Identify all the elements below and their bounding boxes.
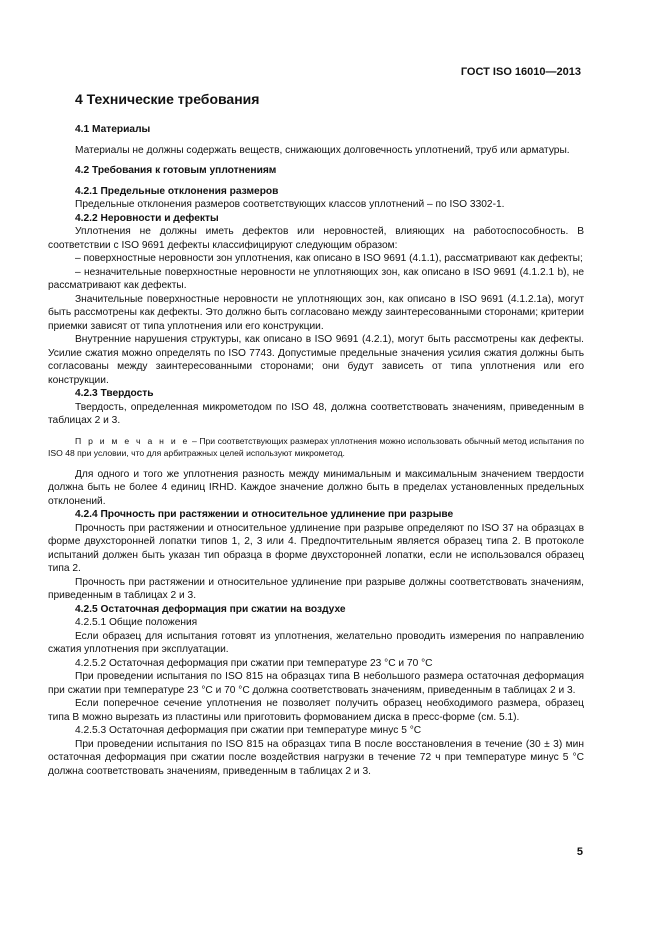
para-4-2-1: Предельные отклонения размеров соответствующих классов уплотнений – по ISO 3302-1. bbox=[75, 199, 505, 210]
para-4-2-2-1: Уплотнения не должны иметь дефектов или неровностей, влияющих на работоспособность. В соответствии с ISO 9691 дефекты классифицируют следующим образом: bbox=[48, 226, 584, 251]
note-text: – При соответствующих размерах уплотнения можно использовать обычный метод испытания по ISO 48 при условии, что для арбитражных целей используют микрометод. bbox=[48, 435, 584, 458]
heading-4-2-5-2: 4.2.5.2 Остаточная деформация при сжатии при температуре 23 °C и 70 °C bbox=[75, 657, 433, 669]
para-4-1: Материалы не должны содержать веществ, снижающих долговечность уплотнений, труб или арматуры. bbox=[75, 144, 570, 156]
heading-4-2-1: 4.2.1 Предельные отклонения размеров bbox=[75, 185, 279, 197]
page-number: 5 bbox=[576, 846, 583, 858]
para-4-2-2-3: – незначительные поверхностные неровности не уплотняющих зон, как описано в ISO 9691 (4.1.2.1 b), не рассматривают как дефекты. bbox=[48, 266, 584, 291]
para-4-2-3-2: Для одного и того же уплотнения разность между минимальным и максимальным значением твердости должна быть не более 4 единиц IRHD. Каждое значение должно быть в пределах установленных предельных отклонений. bbox=[48, 468, 584, 507]
heading-4-2-4: 4.2.4 Прочность при растяжении и относительное удлинение при разрыве bbox=[75, 509, 454, 520]
para-4-2-4-2: Прочность при растяжении и относительное удлинение при разрыве должны соответствовать значениям, приведенным в таблицах 2 и 3. bbox=[48, 576, 584, 601]
doc-code-header: ГОСТ ISO 16010—2013 bbox=[460, 66, 581, 78]
heading-4-2-5: 4.2.5 Остаточная деформация при сжатии на воздухе bbox=[75, 603, 346, 615]
note bbox=[48, 435, 584, 460]
para-4-2-5-2-b: Если поперечное сечение уплотнения не позволяет получить образец необходимого размера, образец типа В можно вырезать из пластины или приготовить формованием диска в пресс-форме (см. 5.1). bbox=[48, 698, 584, 723]
para-4-2-2-2: – поверхностные неровности зон уплотнения, как описано в ISO 9691 (4.1.1), рассматривают как дефекты; bbox=[75, 253, 583, 264]
heading-4-2-5-1: 4.2.5.1 Общие положения bbox=[75, 617, 198, 628]
heading-4-2-5-3: 4.2.5.3 Остаточная деформация при сжатии при температуре минус 5 °C bbox=[75, 725, 422, 736]
heading-4-2-3: 4.2.3 Твердость bbox=[75, 388, 154, 399]
para-4-2-2-5: Внутренние нарушения структуры, как описано в ISO 9691 (4.2.1), могут быть рассмотрены как дефекты. Усилие сжатия можно определять по ISO 7743. Допустимые предельные значения усилия сжатия должны быть согласованы между заинтересованными сторонами; они будут зависеть от типа уплотнения или его конструкции. bbox=[48, 334, 584, 386]
para-4-2-4-1: Прочность при растяжении и относительное удлинение при разрыве определяют по ISO 37 на образцах в форме двухсторонней лопатки типов 1, 2, 3 или 4. Предпочтительным является образец типа 2. В протоколе испытаний должен быть указан тип образца в форме двухсторонней лопатки, если не использовался образец типа 2. bbox=[48, 522, 584, 574]
heading-4-2-2: 4.2.2 Неровности и дефекты bbox=[75, 212, 219, 224]
section-title: 4 Технические требования bbox=[75, 91, 260, 107]
page-content bbox=[48, 90, 584, 778]
note-label: П р и м е ч а н и е bbox=[75, 435, 190, 446]
para-4-2-5-1: Если образец для испытания готовят из уплотнения, желательно проводить измерения по направлению сжатия уплотнения при эксплуатации. bbox=[48, 630, 584, 655]
para-4-2-5-2-a: При проведении испытания по ISO 815 на образцах типа В небольшого размера остаточная деформация при сжатии при температуре 23 °C и 70 °C должна соответствовать значениям, приведенным в таблицах 2 и 3. bbox=[48, 671, 584, 696]
heading-4-2: 4.2 Требования к готовым уплотнениям bbox=[75, 165, 277, 176]
para-4-2-3-1: Твердость, определенная микрометодом по ISO 48, должна соответствовать значениям, приведенным в таблицах 2 и 3. bbox=[48, 401, 584, 426]
para-4-2-2-4: Значительные поверхностные неровности не уплотняющих зон, как описано в ISO 9691 (4.1.2.1a), могут быть рассмотрены как дефекты. Это должно быть согласовано между заинтересованными сторонами; критерии приемки зависят от типа уплотнения или его конструкции. bbox=[48, 293, 584, 332]
heading-4-1: 4.1 Материалы bbox=[75, 124, 151, 135]
para-4-2-5-3: При проведении испытания по ISO 815 на образцах типа В после восстановления в течение (30 ± 3) мин остаточная деформация при сжатии после воздействия нагрузки в течение 72 ч при температуре минус 5 °C должна соответствовать значениям, приведенным в таблицах 2 и 3. bbox=[48, 738, 584, 777]
